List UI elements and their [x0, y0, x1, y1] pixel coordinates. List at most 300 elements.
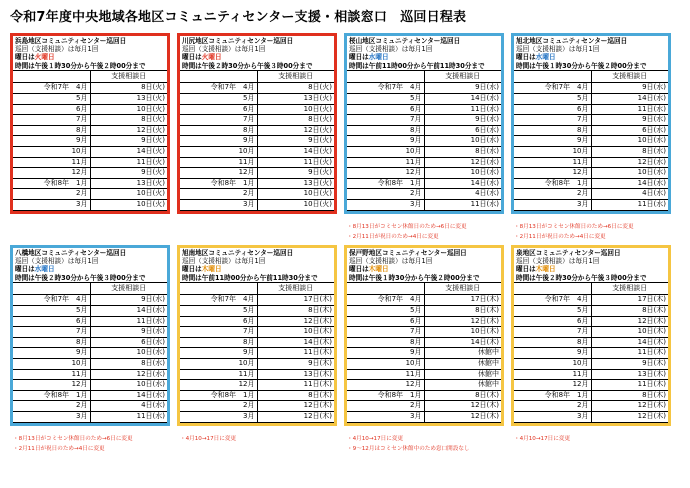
month-cell: 令和7年 4月	[13, 83, 90, 94]
date-cell: 10日(木)	[591, 327, 668, 338]
month-cell: 6月	[514, 316, 591, 327]
frequency-text: 巡回（支援相談）は毎月1回	[516, 257, 600, 266]
table-row	[180, 104, 334, 115]
table-row	[514, 358, 668, 369]
date-cell: 12日(木)	[591, 316, 668, 327]
table-row	[347, 348, 501, 359]
date-cell: 14日(水)	[90, 390, 167, 401]
table-row	[13, 136, 167, 147]
table-row	[180, 401, 334, 412]
time-text: 時間は午後１時30分から午後２時00分まで	[15, 61, 146, 70]
table-row	[13, 94, 167, 105]
date-cell: 11日(木)	[257, 380, 334, 391]
table-row	[13, 125, 167, 136]
table-row	[13, 199, 167, 210]
date-cell: 6日(水)	[424, 125, 501, 136]
month-cell: 令和7年 4月	[347, 295, 424, 306]
date-cell: 10日(火)	[257, 199, 334, 210]
center-name: 川尻地区コミュニティセンター巡回日	[182, 37, 294, 45]
table-row	[180, 189, 334, 200]
month-cell: 12月	[514, 380, 591, 391]
table-row	[347, 189, 501, 200]
date-cell: 12日(木)	[424, 316, 501, 327]
date-cell: 11日(水)	[90, 316, 167, 327]
table-header-row	[514, 282, 668, 295]
month-cell: 令和8年 1月	[13, 390, 90, 401]
frequency-text: 巡回（支援相談）は毎月1回	[182, 45, 266, 54]
table-row	[347, 199, 501, 210]
month-cell: 令和7年 4月	[514, 295, 591, 306]
month-cell: 6月	[347, 104, 424, 115]
schedule-note: ・4月10→17日に変更	[180, 436, 237, 442]
time-text: 時間は午後２時30分から午後３時00分まで	[516, 273, 647, 282]
day-label: 曜日は	[516, 53, 536, 62]
date-cell: 13日(火)	[90, 94, 167, 105]
table-row	[514, 157, 668, 168]
header-empty-cell	[180, 282, 257, 295]
table-header-row	[13, 70, 167, 83]
table-row	[347, 295, 501, 306]
table-header-row	[180, 282, 334, 295]
header-cell: 支援相談日	[257, 282, 334, 295]
month-cell: 12月	[13, 380, 90, 391]
schedule-note: ・8月13日がコミセン休館日のため→6日に変更	[347, 224, 467, 230]
date-cell: 8日(木)	[591, 306, 668, 317]
frequency-text: 巡回（支援相談）は毎月1回	[15, 45, 99, 54]
month-cell: 11月	[13, 157, 90, 168]
table-row	[180, 390, 334, 401]
header-empty-cell	[180, 70, 257, 83]
date-cell: 14日(水)	[591, 94, 668, 105]
month-cell: 令和8年 1月	[347, 178, 424, 189]
schedule-panel	[10, 245, 170, 426]
table-row	[13, 306, 167, 317]
day-value: 火曜日	[201, 53, 222, 62]
table-row	[514, 369, 668, 380]
table-row	[514, 125, 668, 136]
month-cell: 5月	[13, 94, 90, 105]
date-cell: 11日(水)	[424, 104, 501, 115]
month-cell: 5月	[514, 306, 591, 317]
table-row	[347, 337, 501, 348]
schedule-panel	[344, 33, 504, 214]
month-cell: 8月	[13, 125, 90, 136]
frequency-text: 巡回（支援相談）は毎月1回	[182, 257, 266, 266]
month-cell: 5月	[180, 94, 257, 105]
date-cell: 12日(木)	[257, 401, 334, 412]
month-cell: 8月	[180, 125, 257, 136]
date-cell: 10日(木)	[424, 327, 501, 338]
center-name: 泉地区コミュニティセンター巡回日	[516, 249, 621, 257]
month-cell: 5月	[514, 94, 591, 105]
month-cell: 11月	[13, 369, 90, 380]
date-cell: 12日(火)	[90, 125, 167, 136]
header-cell: 支援相談日	[90, 282, 167, 295]
date-cell: 14日(木)	[424, 337, 501, 348]
center-name: 保戸野地区コミュニティセンター巡回日	[349, 249, 467, 257]
date-cell: 9日(火)	[257, 168, 334, 179]
month-cell: 令和7年 4月	[347, 83, 424, 94]
month-cell: 7月	[180, 327, 257, 338]
month-cell: 5月	[180, 306, 257, 317]
date-cell: 11日(火)	[90, 157, 167, 168]
schedule-table	[347, 282, 501, 423]
day-label: 曜日は	[349, 53, 369, 62]
day-value: 火曜日	[34, 53, 55, 62]
date-cell: 4日(水)	[90, 401, 167, 412]
frequency-text: 巡回（支援相談）は毎月1回	[15, 257, 99, 266]
table-row	[514, 83, 668, 94]
time-text: 時間は午前11時00分から午前11時30分まで	[349, 61, 485, 70]
schedule-panel	[344, 245, 504, 426]
table-row	[514, 380, 668, 391]
table-row	[13, 146, 167, 157]
date-cell: 休館中	[424, 369, 501, 380]
table-row	[347, 178, 501, 189]
table-row	[347, 380, 501, 391]
day-label: 曜日は	[15, 53, 35, 62]
table-row	[514, 115, 668, 126]
month-cell: 11月	[180, 369, 257, 380]
day-value: 水曜日	[535, 53, 556, 62]
month-cell: 12月	[180, 380, 257, 391]
schedule-note: ・4月10→17日に変更	[514, 436, 571, 442]
date-cell: 10日(火)	[90, 104, 167, 115]
month-cell: 9月	[514, 348, 591, 359]
month-cell: 8月	[514, 337, 591, 348]
date-cell: 13日(火)	[257, 94, 334, 105]
table-row	[180, 358, 334, 369]
month-cell: 6月	[347, 316, 424, 327]
table-row	[514, 411, 668, 422]
date-cell: 11日(木)	[257, 348, 334, 359]
date-cell: 9日(木)	[257, 358, 334, 369]
date-cell: 14日(水)	[424, 178, 501, 189]
table-row	[514, 390, 668, 401]
date-cell: 10日(火)	[90, 199, 167, 210]
time-text: 時間は午後２時30分から午後３時00分まで	[182, 61, 313, 70]
date-cell: 10日(水)	[591, 168, 668, 179]
table-row	[514, 178, 668, 189]
schedule-note: ・2月11日が祝日のため→4日に変更	[347, 234, 439, 240]
month-cell: 7月	[180, 115, 257, 126]
schedule-panel	[177, 33, 337, 214]
table-row	[180, 168, 334, 179]
table-row	[347, 136, 501, 147]
center-name: 旭北地区コミュニティセンター巡回日	[516, 37, 628, 45]
date-cell: 12日(水)	[90, 369, 167, 380]
schedule-table	[13, 70, 167, 211]
date-cell: 14日(木)	[591, 337, 668, 348]
month-cell: 3月	[13, 199, 90, 210]
table-row	[13, 390, 167, 401]
date-cell: 17日(木)	[591, 295, 668, 306]
date-cell: 14日(火)	[90, 146, 167, 157]
table-row	[514, 94, 668, 105]
day-value: 木曜日	[201, 265, 222, 274]
schedule-panel	[511, 245, 671, 426]
month-cell: 11月	[347, 157, 424, 168]
month-cell: 令和7年 4月	[13, 295, 90, 306]
time-text: 時間は午後１時30分から午後２時00分まで	[349, 273, 480, 282]
month-cell: 2月	[514, 401, 591, 412]
center-name: 旭南地区コミュニティセンター巡回日	[182, 249, 294, 257]
header-cell: 支援相談日	[257, 70, 334, 83]
date-cell: 14日(木)	[257, 337, 334, 348]
month-cell: 9月	[514, 136, 591, 147]
table-row	[514, 189, 668, 200]
month-cell: 6月	[13, 104, 90, 115]
table-row	[180, 348, 334, 359]
table-row	[180, 295, 334, 306]
frequency-text: 巡回（支援相談）は毎月1回	[349, 257, 433, 266]
time-text: 時間は午前11時00分から午前11時30分まで	[182, 273, 318, 282]
month-cell: 2月	[347, 189, 424, 200]
month-cell: 9月	[347, 136, 424, 147]
month-cell: 3月	[180, 199, 257, 210]
day-label: 曜日は	[349, 265, 369, 274]
date-cell: 9日(水)	[591, 115, 668, 126]
month-cell: 10月	[180, 146, 257, 157]
table-row	[180, 136, 334, 147]
month-cell: 2月	[13, 401, 90, 412]
day-value: 木曜日	[368, 265, 389, 274]
table-row	[347, 168, 501, 179]
table-row	[180, 316, 334, 327]
table-row	[180, 337, 334, 348]
header-empty-cell	[13, 282, 90, 295]
table-row	[180, 411, 334, 422]
month-cell: 令和7年 4月	[180, 295, 257, 306]
date-cell: 9日(水)	[591, 83, 668, 94]
table-row	[514, 327, 668, 338]
date-cell: 12日(木)	[424, 401, 501, 412]
table-row	[13, 411, 167, 422]
day-value: 木曜日	[535, 265, 556, 274]
schedule-panel	[10, 33, 170, 214]
table-row	[13, 157, 167, 168]
table-row	[347, 306, 501, 317]
date-cell: 9日(火)	[90, 168, 167, 179]
month-cell: 10月	[347, 146, 424, 157]
table-row	[514, 295, 668, 306]
month-cell: 7月	[13, 327, 90, 338]
table-row	[13, 316, 167, 327]
month-cell: 11月	[347, 369, 424, 380]
date-cell: 8日(木)	[424, 306, 501, 317]
month-cell: 令和8年 1月	[180, 178, 257, 189]
month-cell: 9月	[347, 348, 424, 359]
table-header-row	[13, 282, 167, 295]
date-cell: 12日(木)	[424, 411, 501, 422]
table-row	[13, 189, 167, 200]
month-cell: 8月	[347, 337, 424, 348]
table-row	[13, 104, 167, 115]
date-cell: 11日(火)	[257, 157, 334, 168]
date-cell: 10日(火)	[90, 189, 167, 200]
time-text: 時間は午後１時30分から午後２時00分まで	[516, 61, 647, 70]
date-cell: 11日(水)	[90, 411, 167, 422]
date-cell: 4日(水)	[424, 189, 501, 200]
schedule-note: ・2月11日が祝日のため→4日に変更	[514, 234, 606, 240]
date-cell: 8日(木)	[257, 306, 334, 317]
table-row	[347, 369, 501, 380]
day-line	[15, 53, 165, 61]
day-line	[182, 265, 332, 273]
month-cell: 8月	[13, 337, 90, 348]
schedule-note: ・2月11日が祝日のため→4日に変更	[13, 446, 105, 452]
table-row	[347, 411, 501, 422]
month-cell: 7月	[13, 115, 90, 126]
month-cell: 2月	[180, 401, 257, 412]
date-cell: 14日(火)	[257, 146, 334, 157]
table-row	[514, 146, 668, 157]
table-row	[347, 401, 501, 412]
date-cell: 8日(木)	[257, 390, 334, 401]
month-cell: 3月	[180, 411, 257, 422]
date-cell: 12日(木)	[591, 401, 668, 412]
center-name: 八橋地区コミュニティセンター巡回日	[15, 249, 127, 257]
date-cell: 8日(木)	[591, 390, 668, 401]
panel-header	[514, 36, 668, 70]
day-value: 水曜日	[368, 53, 389, 62]
date-cell: 8日(水)	[424, 146, 501, 157]
month-cell: 9月	[180, 136, 257, 147]
date-cell: 9日(火)	[90, 136, 167, 147]
month-cell: 8月	[180, 337, 257, 348]
table-row	[347, 358, 501, 369]
date-cell: 9日(水)	[90, 295, 167, 306]
schedule-table	[13, 282, 167, 423]
table-row	[180, 125, 334, 136]
month-cell: 12月	[347, 380, 424, 391]
date-cell: 6日(水)	[591, 125, 668, 136]
date-cell: 14日(水)	[424, 94, 501, 105]
table-row	[13, 178, 167, 189]
month-cell: 令和8年 1月	[514, 390, 591, 401]
schedule-table	[180, 282, 334, 423]
date-cell: 休館中	[424, 358, 501, 369]
table-row	[347, 157, 501, 168]
table-row	[347, 390, 501, 401]
month-cell: 7月	[347, 327, 424, 338]
table-row	[180, 380, 334, 391]
month-cell: 12月	[347, 168, 424, 179]
date-cell: 14日(水)	[90, 306, 167, 317]
date-cell: 10日(水)	[424, 136, 501, 147]
month-cell: 5月	[347, 306, 424, 317]
month-cell: 令和7年 4月	[514, 83, 591, 94]
month-cell: 12月	[514, 168, 591, 179]
table-row	[13, 327, 167, 338]
day-line	[349, 53, 499, 61]
date-cell: 12日(木)	[257, 411, 334, 422]
month-cell: 12月	[180, 168, 257, 179]
date-cell: 8日(火)	[257, 115, 334, 126]
table-row	[13, 358, 167, 369]
month-cell: 10月	[13, 146, 90, 157]
table-row	[514, 348, 668, 359]
month-cell: 8月	[514, 125, 591, 136]
table-row	[13, 168, 167, 179]
month-cell: 9月	[13, 136, 90, 147]
header-empty-cell	[514, 282, 591, 295]
month-cell: 7月	[514, 115, 591, 126]
date-cell: 17日(木)	[257, 295, 334, 306]
table-row	[347, 327, 501, 338]
schedule-panel	[177, 245, 337, 426]
month-cell: 10月	[514, 358, 591, 369]
header-cell: 支援相談日	[424, 282, 501, 295]
date-cell: 10日(水)	[90, 380, 167, 391]
table-header-row	[347, 70, 501, 83]
table-header-row	[180, 70, 334, 83]
header-empty-cell	[514, 70, 591, 83]
month-cell: 令和8年 1月	[347, 390, 424, 401]
table-row	[347, 146, 501, 157]
table-row	[180, 327, 334, 338]
date-cell: 13日(木)	[257, 369, 334, 380]
panel-header	[347, 248, 501, 282]
day-line	[15, 265, 165, 273]
day-label: 曜日は	[182, 53, 202, 62]
date-cell: 11日(水)	[591, 104, 668, 115]
date-cell: 9日(火)	[257, 136, 334, 147]
day-label: 曜日は	[516, 265, 536, 274]
panel-header	[180, 248, 334, 282]
day-label: 曜日は	[182, 265, 202, 274]
month-cell: 12月	[13, 168, 90, 179]
date-cell: 9日(水)	[424, 83, 501, 94]
date-cell: 4日(水)	[591, 189, 668, 200]
table-row	[514, 316, 668, 327]
month-cell: 10月	[347, 358, 424, 369]
panel-header	[180, 36, 334, 70]
date-cell: 8日(水)	[90, 358, 167, 369]
date-cell: 12日(火)	[257, 125, 334, 136]
table-row	[180, 306, 334, 317]
frequency-text: 巡回（支援相談）は毎月1回	[349, 45, 433, 54]
date-cell: 休館中	[424, 380, 501, 391]
month-cell: 7月	[514, 327, 591, 338]
date-cell: 10日(水)	[424, 168, 501, 179]
table-header-row	[514, 70, 668, 83]
day-value: 水曜日	[34, 265, 55, 274]
table-row	[180, 157, 334, 168]
table-row	[514, 337, 668, 348]
header-empty-cell	[347, 282, 424, 295]
day-line	[349, 265, 499, 273]
table-row	[514, 168, 668, 179]
frequency-text: 巡回（支援相談）は毎月1回	[516, 45, 600, 54]
panel-header	[347, 36, 501, 70]
schedule-note: ・4月10→17日に変更	[347, 436, 404, 442]
date-cell: 13日(火)	[257, 178, 334, 189]
date-cell: 11日(木)	[591, 380, 668, 391]
day-label: 曜日は	[15, 265, 35, 274]
table-row	[180, 83, 334, 94]
table-row	[13, 115, 167, 126]
date-cell: 9日(木)	[591, 358, 668, 369]
schedule-table	[347, 70, 501, 211]
month-cell: 5月	[13, 306, 90, 317]
month-cell: 令和8年 1月	[180, 390, 257, 401]
month-cell: 11月	[180, 157, 257, 168]
table-row	[514, 306, 668, 317]
date-cell: 8日(水)	[591, 146, 668, 157]
table-row	[347, 125, 501, 136]
month-cell: 2月	[13, 189, 90, 200]
